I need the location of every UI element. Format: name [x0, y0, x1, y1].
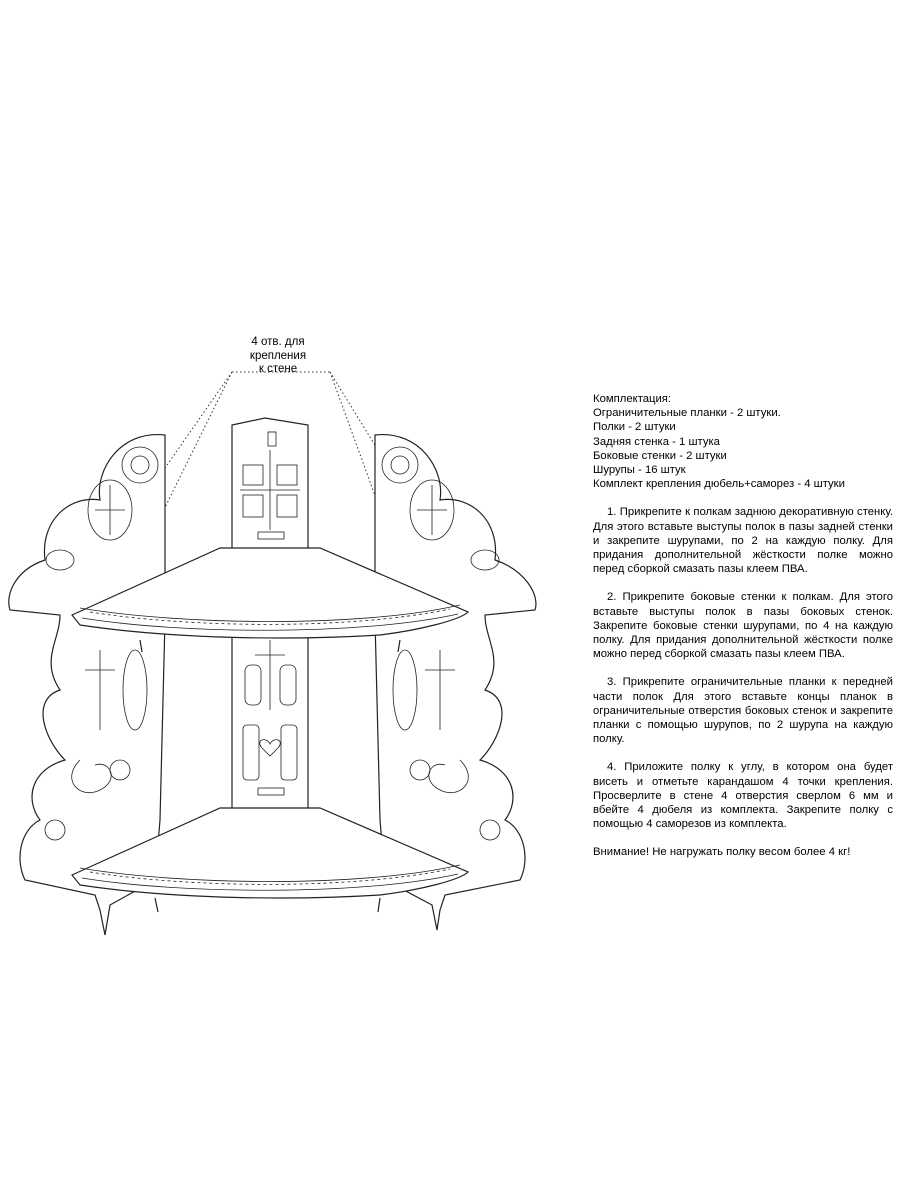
step-2: 2. Прикрепите боковые стенки к полкам. Для этого вставьте выступы полок в пазы боковых стенок. Закрепите боковые стенки шурупами, по 4 на каждую полку. Для придания дополнительной жёсткости полке можно перед сборкой смазать пазы клеем ПВА. — [593, 591, 893, 661]
callout-line: крепления — [249, 349, 307, 362]
corner-shelf-drawing — [0, 330, 590, 950]
step-3: 3. Прикрепите ограничительные планки к передней части полок Для этого вставьте концы планок в ограничительные отверстия боковых стенок и закрепите планки с помощью шурупов, по 2 шурупа на каждую полку. — [593, 676, 893, 746]
assembly-instructions — [593, 392, 893, 860]
mounting-holes-callout — [238, 336, 318, 377]
kit-item: Комплект крепления дюбель+саморез - 4 штуки — [593, 478, 845, 491]
kit-item: Боковые стенки - 2 штуки — [593, 449, 727, 462]
kit-item: Шурупы - 16 штук — [593, 464, 686, 477]
load-warning: Внимание! Не нагружать полку весом более 4 кг! — [593, 846, 851, 859]
kit-item: Ограничительные планки - 2 штуки. — [593, 407, 781, 420]
kit-title: Комплектация: — [593, 393, 672, 405]
callout-line: к стене — [258, 363, 298, 375]
kit-item: Полки - 2 штуки — [593, 421, 676, 434]
step-4: 4. Приложите полку к углу, в котором она будет висеть и отметьте карандашом 4 точки крепления. Просверлите в стене 4 отверстия сверлом 6 мм и вбейте 4 дюбеля из комплекта. Закрепите полку с помощью 4 саморезов из комплекта. — [593, 761, 893, 831]
step-1: 1. Прикрепите к полкам заднюю декоративную стенку. Для этого вставьте выступы полок в пазы задней стенки и закрепите шурупами, по 2 на каждую полку. Для придания дополнительной жёсткости полке можно перед сборкой смазать пазы клеем ПВА. — [593, 506, 893, 576]
kit-item: Задняя стенка - 1 штука — [593, 435, 720, 448]
callout-line: 4 отв. для — [251, 336, 305, 348]
